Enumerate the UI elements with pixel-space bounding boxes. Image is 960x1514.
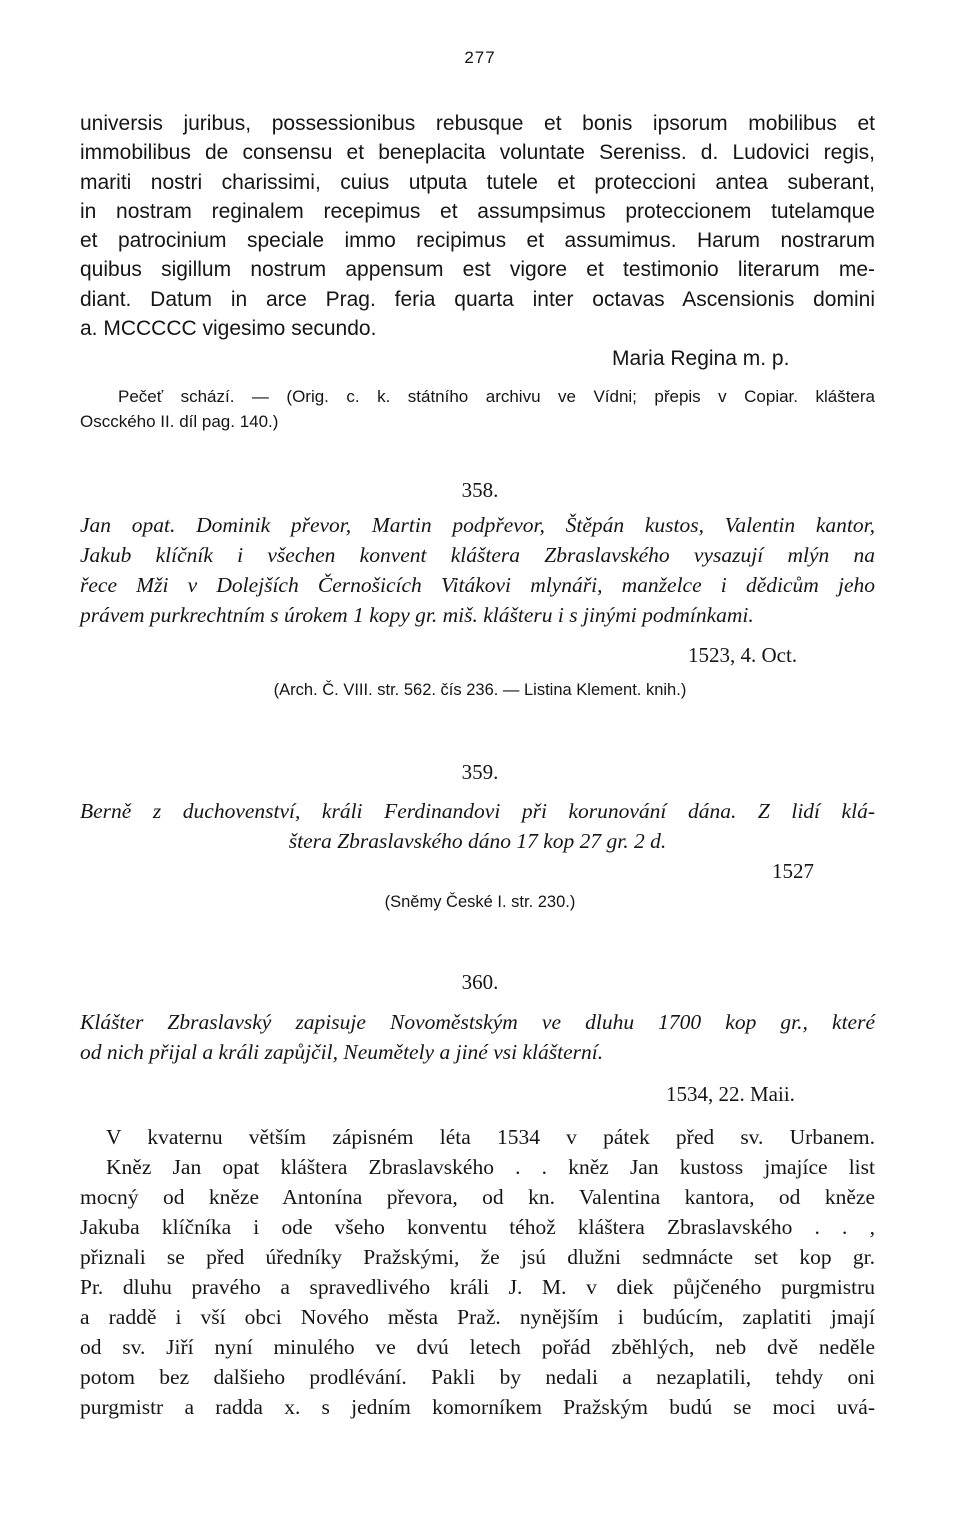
summary-line: štera Zbraslavského dáno 17 kop 27 gr. 2 d. — [288, 829, 667, 853]
doc357-text — [80, 109, 875, 343]
text-line: Pr. dluhu pravého a spravedlivého králi J. M. v diek půjčeného purgmistru — [80, 1275, 875, 1299]
doc358-date: 1523, 4. Oct. — [688, 643, 798, 667]
note-line: Oscckého II. díl pag. 140.) — [80, 412, 279, 431]
text-line: universis juribus, possessionibus rebusque et bonis ipsorum mobilibus et — [80, 112, 875, 135]
doc360-date: 1534, 22. Maii. — [666, 1082, 795, 1106]
text-line: V kvaternu větším zápisném léta 1534 v pátek před sv. Urbanem. — [106, 1125, 875, 1149]
summary-line: řece Mži v Dolejších Černošicích Vitákovi mlynáři, manželce i dědicům jeho — [80, 573, 875, 597]
signature: Maria Regina m. p. — [612, 347, 790, 370]
text-line: purgmistr a radda x. s jedním komorníkem Pražským budú se moci uvá- — [80, 1395, 875, 1419]
text-line: a. MCCCCC vigesimo secundo. — [80, 317, 377, 341]
text-line: Jakuba klíčníka i ode všeho konventu téhož kláštera Zbraslavského . . , — [80, 1215, 875, 1239]
summary-line: Klášter Zbraslavský zapisuje Novoměstským ve dluhu 1700 kop gr., které — [80, 1010, 875, 1034]
text-line: quibus sigillum nostrum appensum est vigore et testimonio literarum me- — [80, 258, 875, 282]
doc359-source: (Sněmy České I. str. 230.) — [384, 893, 576, 911]
doc359-number: 359. — [461, 760, 499, 784]
text-line: od sv. Jiří nyní minulého ve dvú letech pořád zběhlých, neb dvě neděle — [80, 1335, 875, 1359]
page-number: 277 — [464, 48, 496, 67]
doc360-number: 360. — [461, 970, 499, 994]
text-line: mocný od kněze Antonína převora, od kn. Valentina kantora, od kněze — [80, 1185, 875, 1209]
text-line: potom bez dalšieho prodlévání. Pakli by nedali a nezaplatili, tehdy oni — [80, 1365, 875, 1389]
text-line: Kněz Jan opat kláštera Zbraslavského . . kněz Jan kustoss jmajíce list — [106, 1155, 875, 1179]
doc358-source: (Arch. Č. VIII. str. 562. čís 236. — Listina Klement. knih.) — [273, 681, 687, 699]
text-line: a raddě i vší obci Nového města Praž. nynějším i budúcím, zaplatiti jmají — [80, 1305, 875, 1329]
text-line: diant. Datum in arce Prag. feria quarta inter octavas Ascensionis domini — [80, 287, 875, 311]
text-line: in nostram reginalem recepimus et assumpsimus proteccionem tutelamque — [80, 199, 875, 223]
summary-line: Berně z duchovenství, králi Ferdinandovi při korunování dána. Z lidí klá- — [80, 799, 875, 823]
doc358-number: 358. — [461, 478, 499, 502]
summary-line: Jakub klíčník i všechen konvent kláštera Zbraslavského vysazují mlýn na — [80, 543, 875, 567]
text-line: mariti nostri charissimi, cuius utputa tutele et proteccioni antea suberant, — [80, 170, 875, 194]
text-line: et patrocinium speciale immo recipimus et assumimus. Harum nostrarum — [80, 229, 875, 253]
doc359-date: 1527 — [772, 859, 814, 883]
doc360-text — [80, 1122, 875, 1422]
doc359-summary — [80, 796, 875, 856]
note-line: Pečeť schází. — (Orig. c. k. státního archivu ve Vídni; přepis v Copiar. kláštera — [118, 387, 875, 406]
summary-line: od nich přijal a králi zapůjčil, Neumětely a jiné vsi klášterní. — [80, 1040, 604, 1064]
doc360-summary — [80, 1007, 875, 1067]
summary-line: Jan opat. Dominik převor, Martin podpřevor, Štěpán kustos, Valentin kantor, — [80, 513, 875, 537]
text-line: přiznali se před úředníky Pražskými, že jsú dlužni sedmnácte set kop gr. — [80, 1245, 875, 1269]
doc357-note — [80, 384, 875, 434]
doc358-summary — [80, 510, 875, 630]
summary-line: právem purkrechtním s úrokem 1 kopy gr. miš. klášteru i s jinými podmínkami. — [80, 603, 754, 627]
text-line: immobilibus de consensu et beneplacita voluntate Sereniss. d. Ludovici regis, — [80, 141, 875, 165]
